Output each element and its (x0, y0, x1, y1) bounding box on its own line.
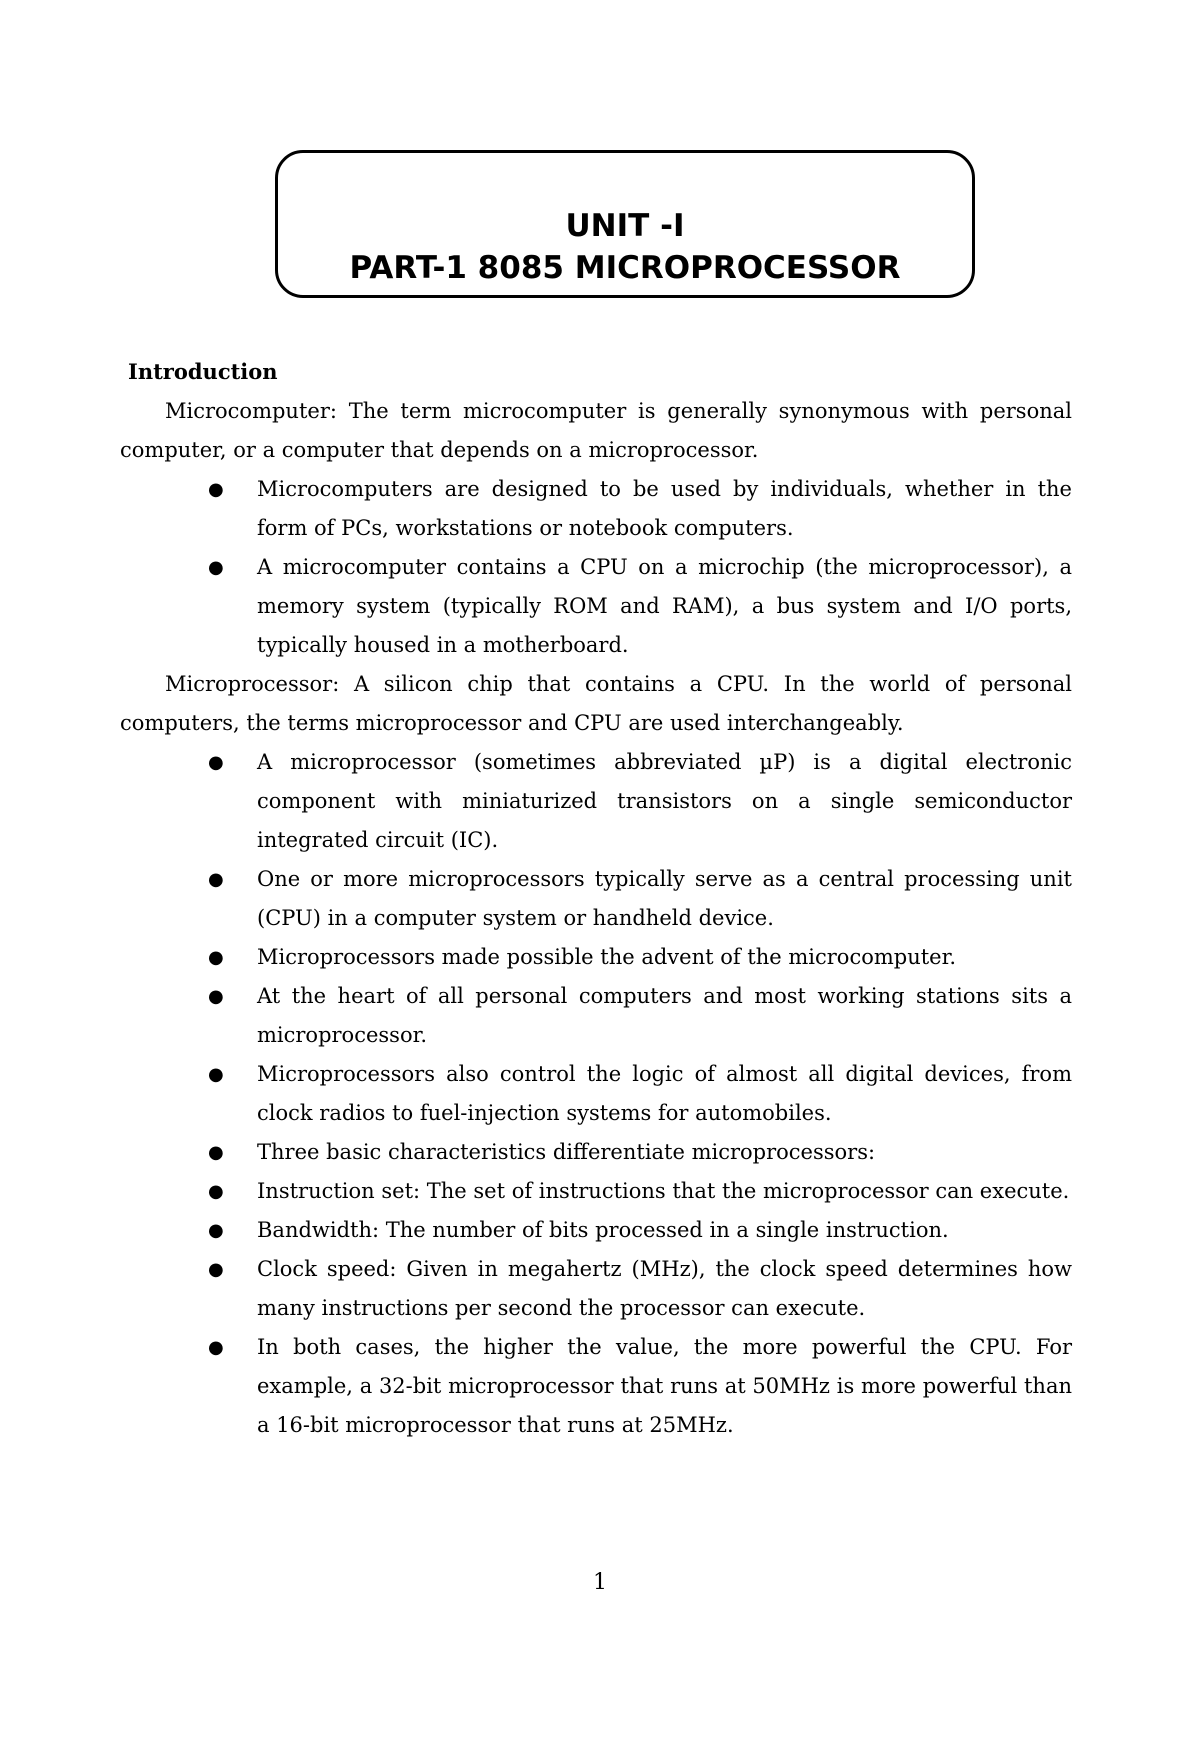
bullet-icon: ● (208, 1220, 224, 1241)
list-item-text: A microprocessor (sometimes abbreviated µP) is a digital electronic component with miniaturized transistors on a single semiconductor integrated circuit (IC). (257, 750, 1072, 852)
microprocessor-definition: A silicon chip that contains a CPU. In the world of personal computers, the terms microprocessor and CPU are used interchangeably. (120, 672, 1072, 735)
list-item (208, 1328, 1072, 1445)
page-number: 1 (593, 1570, 607, 1595)
unit-title: UNIT -I (565, 208, 685, 244)
list-item (208, 860, 1072, 938)
list-item (208, 977, 1072, 1055)
bullet-icon: ● (208, 752, 224, 773)
list-item-text: A microcomputer contains a CPU on a microchip (the microprocessor), a memory system (typically ROM and RAM), a bus system and I/O ports, typically housed in a motherboard. (257, 555, 1072, 657)
list-item (208, 1172, 1072, 1211)
list-item-text: Instruction set: The set of instructions that the microprocessor can execute. (257, 1179, 1070, 1203)
microprocessor-paragraph (120, 665, 1072, 743)
microprocessor-term: Microprocessor: (165, 672, 340, 696)
list-item-text: In both cases, the higher the value, the more powerful the CPU. For example, a 32-bit microprocessor that runs at 50MHz is more powerful than a 16-bit microprocessor that runs at 25MHz. (257, 1335, 1072, 1437)
list-item (208, 470, 1072, 548)
list-item-text: Bandwidth: The number of bits processed in a single instruction. (257, 1218, 949, 1242)
bullet-icon: ● (208, 557, 224, 578)
list-item-text: Microprocessors also control the logic of almost all digital devices, from clock radios to fuel-injection systems for automobiles. (257, 1062, 1072, 1125)
bullet-icon: ● (208, 986, 224, 1007)
bullet-icon: ● (208, 947, 224, 968)
bullet-icon: ● (208, 1142, 224, 1163)
bullet-icon: ● (208, 479, 224, 500)
list-item-text: At the heart of all personal computers and most working stations sits a microprocessor. (257, 984, 1072, 1047)
list-item-text: Microcomputers are designed to be used by individuals, whether in the form of PCs, workstations or notebook computers. (257, 477, 1072, 540)
part-title: PART-1 8085 MICROPROCESSOR (349, 250, 901, 286)
list-item-text: One or more microprocessors typically serve as a central processing unit (CPU) in a computer system or handheld device. (257, 867, 1072, 930)
bullet-icon: ● (208, 1181, 224, 1202)
list-item (208, 1055, 1072, 1133)
introduction-heading: Introduction (128, 359, 278, 384)
document-body (120, 352, 1072, 1445)
microprocessor-bullet-list (120, 743, 1072, 1445)
bullet-icon: ● (208, 1064, 224, 1085)
bullet-icon: ● (208, 1259, 224, 1280)
microcomputer-term: Microcomputer: (165, 399, 337, 423)
bullet-icon: ● (208, 869, 224, 890)
list-item (208, 1211, 1072, 1250)
list-item (208, 548, 1072, 665)
list-item (208, 743, 1072, 860)
list-item-text: Clock speed: Given in megahertz (MHz), the clock speed determines how many instructions per second the processor can execute. (257, 1257, 1072, 1320)
list-item-text: Microprocessors made possible the advent of the microcomputer. (257, 945, 957, 969)
bullet-icon: ● (208, 1337, 224, 1358)
list-item (208, 1250, 1072, 1328)
microcomputer-bullet-list (120, 470, 1072, 665)
microcomputer-paragraph (120, 392, 1072, 470)
list-item (208, 938, 1072, 977)
list-item (208, 1133, 1072, 1172)
list-item-text: Three basic characteristics differentiate microprocessors: (257, 1140, 876, 1164)
unit-title-box (275, 150, 975, 298)
microcomputer-definition: The term microcomputer is generally synonymous with personal computer, or a computer that depends on a microprocessor. (120, 399, 1072, 462)
